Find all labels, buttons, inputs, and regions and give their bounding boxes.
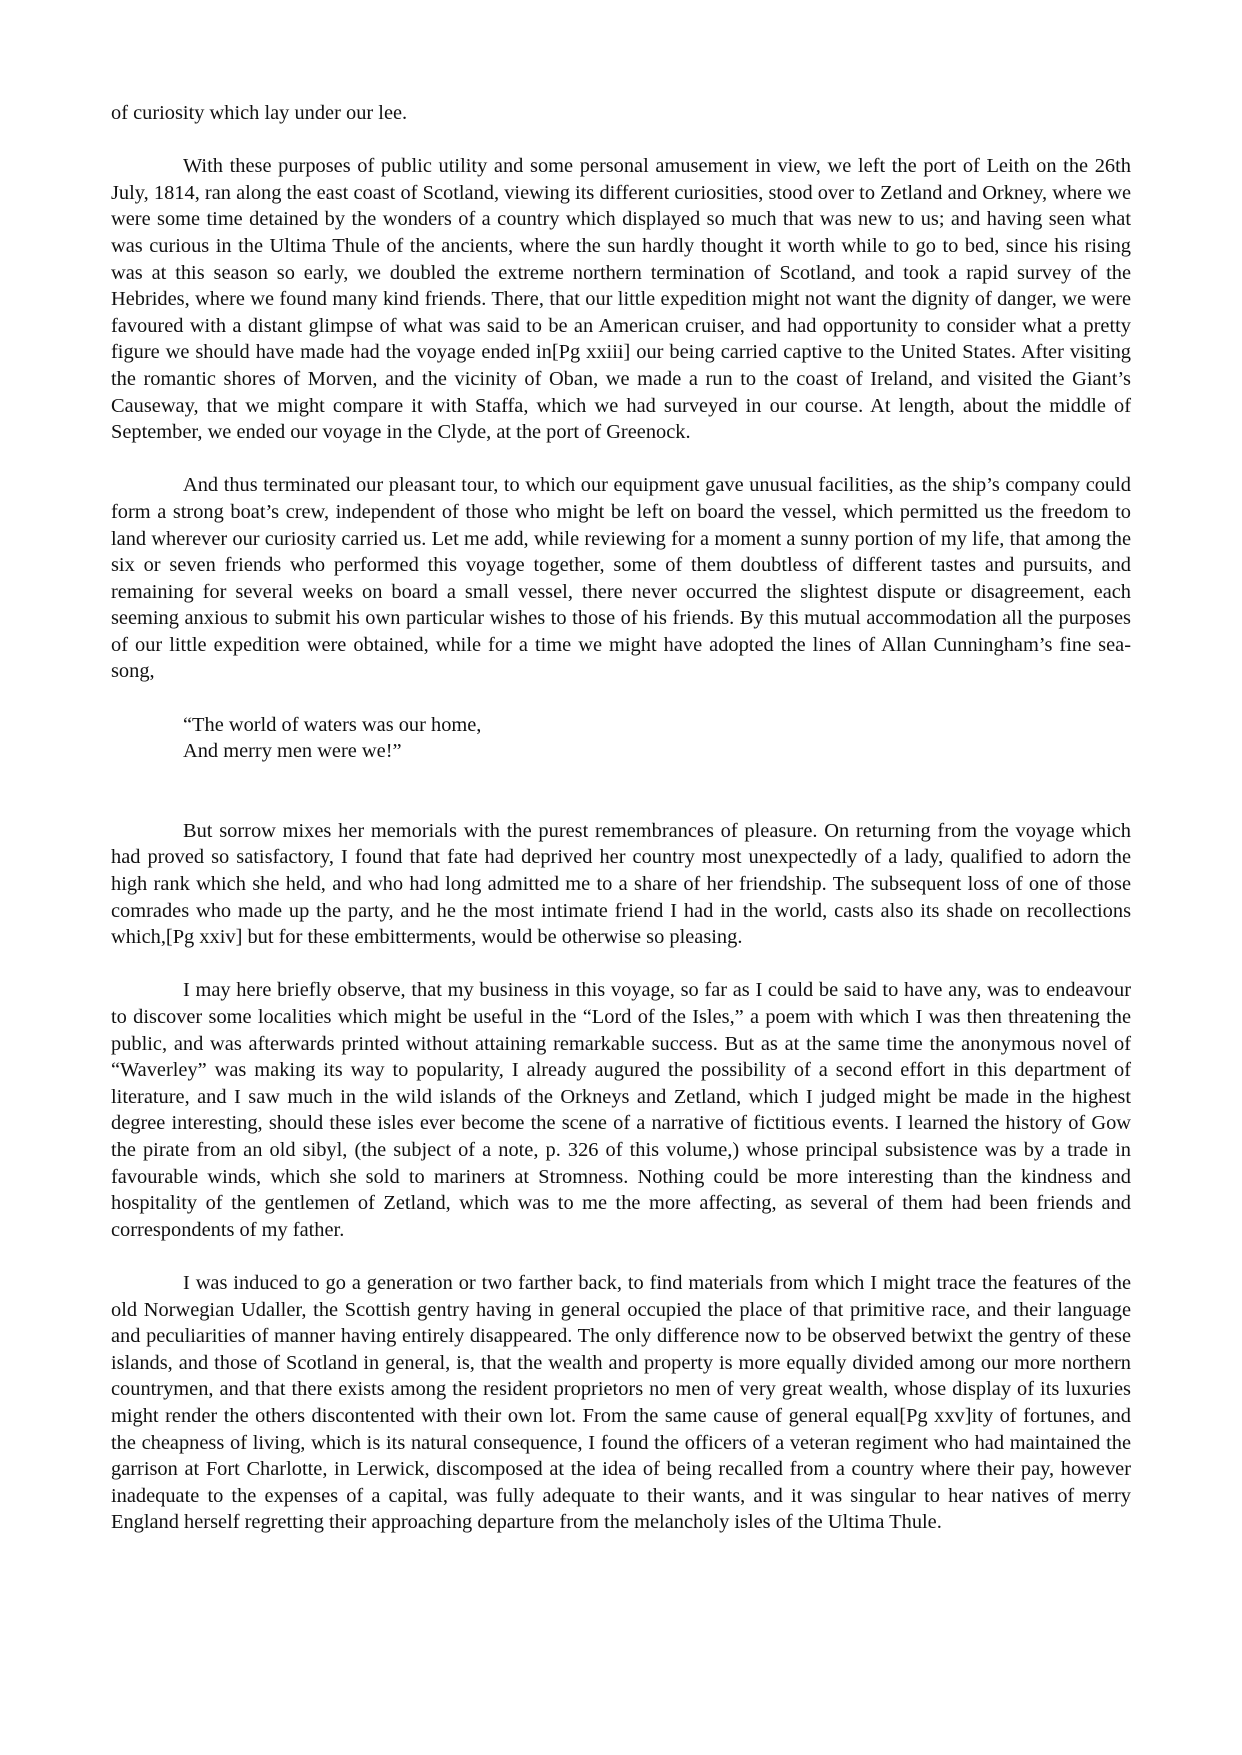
paragraph: But sorrow mixes her memorials with the purest remembrances of pleasure. On returning from the voyage which had proved so satisfactory, I found that fate had deprived her country most unexpectedly of a lady, qualified to adorn the high rank which she held, and who had long admitted me to a share of her friendship. The subsequent loss of one of those comrades who made up the party, and he the most intimate friend I had in the world, casts also its shade on recollections which,[Pg xxiv] but for these embitterments, would be otherwise so pleasing.: [111, 819, 1131, 949]
paragraph: With these purposes of public utility and some personal amusement in view, we left the port of Leith on the 26th July, 1814, ran along the east coast of Scotland, viewing its different curiosities, stood over to Zetland and Orkney, where we were some time detained by the wonders of a country which displayed so much that was new to us; and having seen what was curious in the Ultima Thule of the ancients, where the sun hardly thought it worth while to go to bed, since his rising was at this season so early, we doubled the extreme northern termination of Scotland, and took a rapid survey of the Hebrides, where we found many kind friends. There, that our little expedition might not want the dignity of danger, we were favoured with a distant glimpse of what was said to be an American cruiser, and had opportunity to consider what a pretty figure we should have made had the voyage ended in[Pg xxiii] our being carried captive to the United States. After visiting the romantic shores of Morven, and the vicinity of Oban, we made a run to the coast of Ireland, and visited the Giant’s Causeway, that we might compare it with Staffa, which we had surveyed in our course. At length, about the middle of September, we ended our voyage in the Clyde, at the port of Greenock.: [111, 155, 1131, 444]
paragraph: I may here briefly observe, that my business in this voyage, so far as I could be said to have any, was to endeavour to discover some localities which might be useful in the “Lord of the Isles,” a poem with which I was then threatening the public, and was afterwards printed without attaining remarkable success. But as at the same time the anonymous novel of “Waverley” was making its way to popularity, I already augured the possibility of a second effort in this department of literature, and I saw much in the wild islands of the Orkneys and Zetland, which I judged might be made in the highest degree interesting, should these isles ever become the scene of a narrative of fictitious events. I learned the history of Gow the pirate from an old sibyl, (the subject of a note, p. 326 of this volume,) whose principal subsistence was by a trade in favourable winds, which she sold to mariners at Stromness. Nothing could be more interesting than the kindness and hospitality of the gentlemen of Zetland, which was to me the more affecting, as several of them had been friends and correspondents of my father.: [111, 979, 1131, 1241]
document-page: [111, 100, 1131, 1562]
verse-quote: [183, 712, 1131, 765]
paragraph: And thus terminated our pleasant tour, to which our equipment gave unusual facilities, as the ship’s company could form a strong boat’s crew, independent of those who might be left on board the vessel, which permitted us the freedom to land wherever our curiosity carried us. Let me add, while reviewing for a moment a sunny portion of my life, that among the six or seven friends who performed this voyage together, some of them doubtless of different tastes and pursuits, and remaining for several weeks on board a small vessel, there never occurred the slightest dispute or disagreement, each seeming anxious to submit his own particular wishes to those of his friends. By this mutual accommodation all the purposes of our little expedition were obtained, while for a time we might have adopted the lines of Allan Cunningham’s fine sea-song,: [111, 474, 1131, 683]
paragraph: of curiosity which lay under our lee.: [111, 102, 408, 124]
paragraph: I was induced to go a generation or two farther back, to find materials from which I might trace the features of the old Norwegian Udaller, the Scottish gentry having in general occupied the place of that primitive race, and their language and peculiarities of manner having entirely disappeared. The only difference now to be observed betwixt the gentry of these islands, and those of Scotland in general, is, that the wealth and property is more equally divided among our more northern countrymen, and that there exists among the resident proprietors no men of very great wealth, whose display of its luxuries might render the others discontented with their own lot. From the same cause of general equal[Pg xxv]ity of fortunes, and the cheapness of living, which is its natural consequence, I found the officers of a veteran regiment who had maintained the garrison at Fort Charlotte, in Lerwick, discomposed at the idea of being recalled from a country where their pay, however inadequate to the expenses of a capital, was fully adequate to their wants, and it was singular to hear natives of merry England herself regretting their approaching departure from the melancholy isles of the Ultima Thule.: [111, 1271, 1131, 1534]
verse-line: And merry men were we!”: [183, 740, 402, 763]
verse-line: “The world of waters was our home,: [183, 713, 482, 736]
